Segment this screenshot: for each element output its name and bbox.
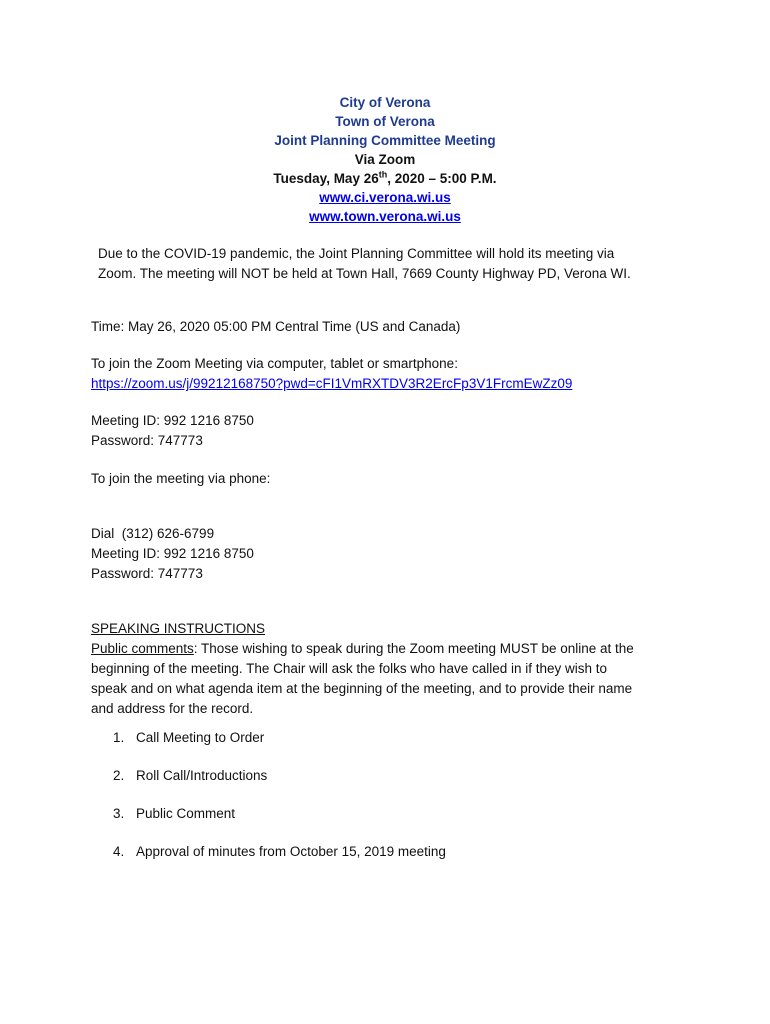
speaking-line-4: and address for the record. [91, 701, 254, 716]
city-website-link[interactable]: www.ci.verona.wi.us [319, 190, 451, 205]
meeting-password: Password: 747773 [91, 433, 203, 448]
speaking-line-1-rest: : Those wishing to speak during the Zoom meeting MUST be online at the [193, 641, 634, 656]
header-date-sup: th [378, 169, 388, 180]
agenda-item [113, 730, 673, 745]
speaking-heading: SPEAKING INSTRUCTIONS [91, 621, 266, 636]
agenda-item-number: 2. [113, 768, 125, 783]
notice-line-1: Due to the COVID-19 pandemic, the Joint Planning Committee will hold its meeting via [98, 246, 615, 261]
speaking-instructions [91, 619, 671, 719]
notice-line-2: Zoom. The meeting will NOT be held at Town Hall, 7669 County Highway PD, Verona WI. [98, 266, 631, 281]
header-city: City of Verona [339, 95, 431, 110]
agenda-item-number: 4. [113, 844, 125, 859]
meeting-credentials [91, 411, 691, 451]
agenda-item-number: 1. [113, 730, 125, 745]
header-committee: Joint Planning Committee Meeting [274, 133, 496, 148]
header-date-prefix: Tuesday, May 26 [273, 171, 379, 186]
phone-credentials [91, 524, 691, 584]
zoom-meeting-link[interactable]: https://zoom.us/j/99212168750?pwd=cFI1VmRXTDV3R2ErcFp3V1FrcmEwZz09 [91, 376, 573, 391]
header-date-suffix: , 2020 – 5:00 P.M. [387, 171, 497, 186]
speaking-line-2: beginning of the meeting. The Chair will ask the folks who have called in if they wish to [91, 661, 608, 676]
phone-join-label: To join the meeting via phone: [91, 471, 271, 486]
header-town: Town of Verona [335, 114, 435, 129]
phone-password: Password: 747773 [91, 566, 203, 581]
phone-meeting-id: Meeting ID: 992 1216 8750 [91, 546, 254, 561]
meeting-id: Meeting ID: 992 1216 8750 [91, 413, 254, 428]
agenda-item [113, 768, 673, 783]
public-comments-label: Public comments [91, 641, 194, 656]
speaking-line-1 [91, 639, 671, 659]
agenda-item-text: Approval of minutes from October 15, 2019 meeting [136, 844, 446, 859]
header-date [0, 169, 770, 188]
agenda-item-number: 3. [113, 806, 125, 821]
town-website-link[interactable]: www.town.verona.wi.us [309, 209, 461, 224]
computer-join-label: To join the Zoom Meeting via computer, tablet or smartphone: [91, 356, 458, 371]
covid-notice [98, 244, 698, 284]
agenda-item [113, 806, 673, 821]
agenda-item-text: Public Comment [136, 806, 236, 821]
computer-join-section [91, 354, 691, 394]
phone-dial: Dial (312) 626-6799 [91, 526, 215, 541]
header-via: Via Zoom [354, 152, 416, 167]
meeting-time: Time: May 26, 2020 05:00 PM Central Time (US and Canada) [91, 319, 461, 334]
speaking-line-3: speak and on what agenda item at the beginning of the meeting, and to provide their name [91, 681, 633, 696]
agenda-item-text: Call Meeting to Order [136, 730, 265, 745]
meeting-header [0, 93, 770, 226]
agenda-item [113, 844, 673, 859]
agenda-item-text: Roll Call/Introductions [136, 768, 268, 783]
